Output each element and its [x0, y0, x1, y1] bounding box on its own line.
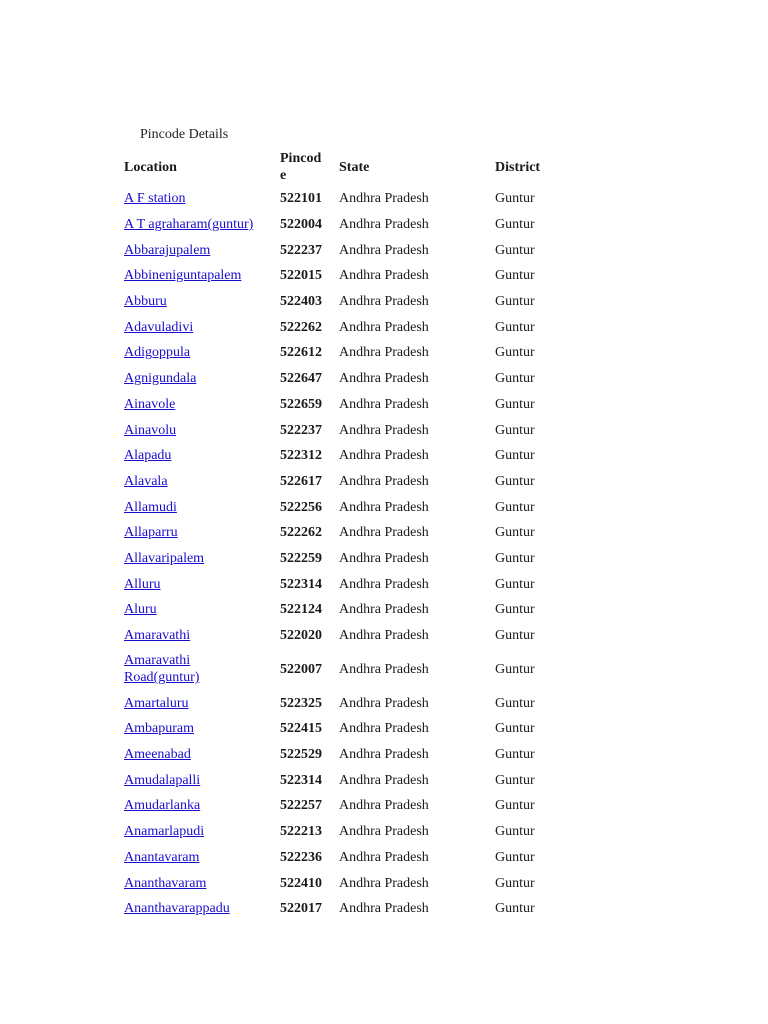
table-row — [124, 469, 564, 495]
table-row — [124, 571, 564, 597]
location-cell — [124, 473, 280, 490]
table-row — [124, 546, 564, 572]
pincode-cell: 522617 — [280, 473, 322, 489]
table-row — [124, 845, 564, 871]
location-link[interactable]: Ananthavarappadu — [124, 901, 230, 917]
pincode-cell: 522256 — [280, 499, 322, 515]
location-cell — [124, 746, 280, 763]
location-link[interactable]: Anamarlapudi — [124, 824, 205, 840]
state-cell: Andhra Pradesh — [339, 875, 429, 891]
state-cell: Andhra Pradesh — [339, 798, 429, 814]
state-cell: Andhra Pradesh — [339, 550, 429, 566]
pincode-table — [124, 148, 564, 922]
location-cell — [124, 601, 280, 618]
district-cell: Guntur — [495, 576, 535, 592]
location-cell — [124, 319, 280, 336]
table-row — [124, 314, 564, 340]
location-link[interactable]: Ananthavaram — [124, 875, 207, 891]
location-link[interactable]: Adigoppula — [124, 345, 191, 361]
table-body — [124, 186, 564, 922]
district-cell: Guntur — [495, 242, 535, 258]
table-row — [124, 648, 564, 690]
location-link[interactable]: Ainavole — [124, 396, 176, 412]
location-link[interactable]: A F station — [124, 191, 186, 207]
table-row — [124, 366, 564, 392]
location-cell — [124, 499, 280, 516]
state-cell: Andhra Pradesh — [339, 294, 429, 310]
state-cell: Andhra Pradesh — [339, 473, 429, 489]
pincode-cell: 522262 — [280, 319, 322, 335]
table-caption: Pincode Details — [140, 127, 229, 142]
header-pincode-line1: Pincod — [280, 151, 322, 166]
location-cell — [124, 652, 280, 686]
table-row — [124, 340, 564, 366]
location-cell — [124, 422, 280, 439]
table-row — [124, 263, 564, 289]
state-cell: Andhra Pradesh — [339, 319, 429, 335]
location-link[interactable]: Allamudi — [124, 499, 177, 515]
district-cell: Guntur — [495, 422, 535, 438]
location-cell — [124, 797, 280, 814]
pincode-cell: 522325 — [280, 695, 322, 711]
location-link[interactable]: Amudalapalli — [124, 772, 201, 788]
location-cell — [124, 823, 280, 840]
location-link[interactable]: Ainavolu — [124, 422, 177, 438]
location-cell — [124, 293, 280, 310]
state-cell: Andhra Pradesh — [339, 576, 429, 592]
state-cell: Andhra Pradesh — [339, 747, 429, 763]
district-cell: Guntur — [495, 550, 535, 566]
pincode-cell: 522237 — [280, 422, 322, 438]
pincode-cell: 522529 — [280, 747, 322, 763]
pincode-cell: 522314 — [280, 772, 322, 788]
district-cell: Guntur — [495, 473, 535, 489]
location-cell — [124, 344, 280, 361]
location-link[interactable]: Abburu — [124, 294, 167, 310]
district-cell: Guntur — [495, 849, 535, 865]
state-cell: Andhra Pradesh — [339, 242, 429, 258]
table-row — [124, 186, 564, 212]
district-cell: Guntur — [495, 695, 535, 711]
location-cell — [124, 396, 280, 413]
state-cell: Andhra Pradesh — [339, 772, 429, 788]
pincode-cell: 522124 — [280, 602, 322, 618]
table-row — [124, 494, 564, 520]
location-cell — [124, 267, 280, 284]
state-cell: Andhra Pradesh — [339, 448, 429, 464]
pincode-cell: 522213 — [280, 824, 322, 840]
table-row — [124, 742, 564, 768]
table-row — [124, 690, 564, 716]
district-cell: Guntur — [495, 772, 535, 788]
location-cell — [124, 772, 280, 789]
location-link[interactable]: Ambapuram — [124, 721, 194, 737]
pincode-cell: 522257 — [280, 798, 322, 814]
table-row — [124, 819, 564, 845]
state-cell: Andhra Pradesh — [339, 268, 429, 284]
location-link[interactable]: Amaravathi Road(guntur) — [124, 653, 200, 686]
location-cell — [124, 576, 280, 593]
pincode-cell: 522236 — [280, 849, 322, 865]
pincode-cell: 522647 — [280, 371, 322, 387]
state-cell: Andhra Pradesh — [339, 824, 429, 840]
pincode-cell: 522312 — [280, 448, 322, 464]
pincode-cell: 522015 — [280, 268, 322, 284]
location-link[interactable]: Adavuladivi — [124, 319, 194, 335]
location-link[interactable]: Anantavaram — [124, 849, 200, 865]
table-row — [124, 597, 564, 623]
table-row — [124, 237, 564, 263]
state-cell: Andhra Pradesh — [339, 345, 429, 361]
district-cell: Guntur — [495, 901, 535, 917]
state-cell: Andhra Pradesh — [339, 721, 429, 737]
district-cell: Guntur — [495, 345, 535, 361]
location-link[interactable]: A T agraharam(guntur) — [124, 217, 254, 233]
table-row — [124, 212, 564, 238]
table-row — [124, 392, 564, 418]
pincode-cell: 522612 — [280, 345, 322, 361]
location-cell — [124, 849, 280, 866]
state-cell: Andhra Pradesh — [339, 901, 429, 917]
district-cell: Guntur — [495, 628, 535, 644]
table-row — [124, 793, 564, 819]
header-location: Location — [124, 159, 177, 175]
pincode-cell: 522020 — [280, 628, 322, 644]
district-cell: Guntur — [495, 747, 535, 763]
location-link[interactable]: Allavaripalem — [124, 550, 205, 566]
district-cell: Guntur — [495, 499, 535, 515]
location-link[interactable]: Alluru — [124, 576, 161, 592]
state-cell: Andhra Pradesh — [339, 422, 429, 438]
location-cell — [124, 242, 280, 259]
pincode-cell: 522017 — [280, 901, 322, 917]
table-row — [124, 417, 564, 443]
district-cell: Guntur — [495, 371, 535, 387]
header-pincode-line2: e — [280, 168, 287, 183]
district-cell: Guntur — [495, 319, 535, 335]
header-pincode — [280, 150, 330, 184]
pincode-cell: 522262 — [280, 525, 322, 541]
pincode-cell: 522659 — [280, 396, 322, 412]
pincode-cell: 522314 — [280, 576, 322, 592]
table-row — [124, 520, 564, 546]
district-cell: Guntur — [495, 268, 535, 284]
table-row — [124, 623, 564, 649]
state-cell: Andhra Pradesh — [339, 499, 429, 515]
pincode-cell: 522410 — [280, 875, 322, 891]
district-cell: Guntur — [495, 602, 535, 618]
table-row — [124, 289, 564, 315]
district-cell: Guntur — [495, 661, 535, 677]
location-cell — [124, 720, 280, 737]
location-link[interactable]: Amudarlanka — [124, 798, 201, 814]
location-cell — [124, 900, 280, 917]
table-row — [124, 870, 564, 896]
table-row — [124, 443, 564, 469]
location-link[interactable]: Abbarajupalem — [124, 242, 211, 258]
district-cell: Guntur — [495, 798, 535, 814]
location-link[interactable]: Alapadu — [124, 448, 172, 464]
state-cell: Andhra Pradesh — [339, 628, 429, 644]
district-cell: Guntur — [495, 396, 535, 412]
state-cell: Andhra Pradesh — [339, 191, 429, 207]
state-cell: Andhra Pradesh — [339, 661, 429, 677]
district-cell: Guntur — [495, 294, 535, 310]
district-cell: Guntur — [495, 448, 535, 464]
location-link[interactable]: Amartaluru — [124, 695, 189, 711]
state-cell: Andhra Pradesh — [339, 217, 429, 233]
location-link[interactable]: Abbineniguntapalem — [124, 268, 242, 284]
location-cell — [124, 550, 280, 567]
state-cell: Andhra Pradesh — [339, 371, 429, 387]
table-header-row — [124, 148, 564, 186]
district-cell: Guntur — [495, 217, 535, 233]
pincode-cell: 522403 — [280, 294, 322, 310]
pincode-cell: 522101 — [280, 191, 322, 207]
header-district: District — [495, 159, 541, 175]
location-cell — [124, 216, 280, 233]
location-link[interactable]: Amaravathi — [124, 628, 191, 644]
table-row — [124, 716, 564, 742]
district-cell: Guntur — [495, 191, 535, 207]
header-state: State — [339, 159, 370, 175]
location-cell — [124, 447, 280, 464]
state-cell: Andhra Pradesh — [339, 396, 429, 412]
location-cell — [124, 695, 280, 712]
location-cell — [124, 190, 280, 207]
pincode-cell: 522415 — [280, 721, 322, 737]
pincode-cell: 522004 — [280, 217, 322, 233]
pincode-cell: 522237 — [280, 242, 322, 258]
location-link[interactable]: Ameenabad — [124, 747, 191, 763]
location-link[interactable]: Allaparru — [124, 525, 178, 541]
district-cell: Guntur — [495, 824, 535, 840]
pincode-cell: 522007 — [280, 661, 322, 677]
district-cell: Guntur — [495, 525, 535, 541]
state-cell: Andhra Pradesh — [339, 602, 429, 618]
table-row — [124, 896, 564, 922]
location-link[interactable]: Alavala — [124, 473, 168, 489]
state-cell: Andhra Pradesh — [339, 849, 429, 865]
location-cell — [124, 524, 280, 541]
state-cell: Andhra Pradesh — [339, 695, 429, 711]
district-cell: Guntur — [495, 875, 535, 891]
location-cell — [124, 627, 280, 644]
table-row — [124, 767, 564, 793]
location-link[interactable]: Agnigundala — [124, 371, 197, 387]
location-cell — [124, 370, 280, 387]
pincode-cell: 522259 — [280, 550, 322, 566]
state-cell: Andhra Pradesh — [339, 525, 429, 541]
location-cell — [124, 875, 280, 892]
district-cell: Guntur — [495, 721, 535, 737]
location-link[interactable]: Aluru — [124, 602, 157, 618]
